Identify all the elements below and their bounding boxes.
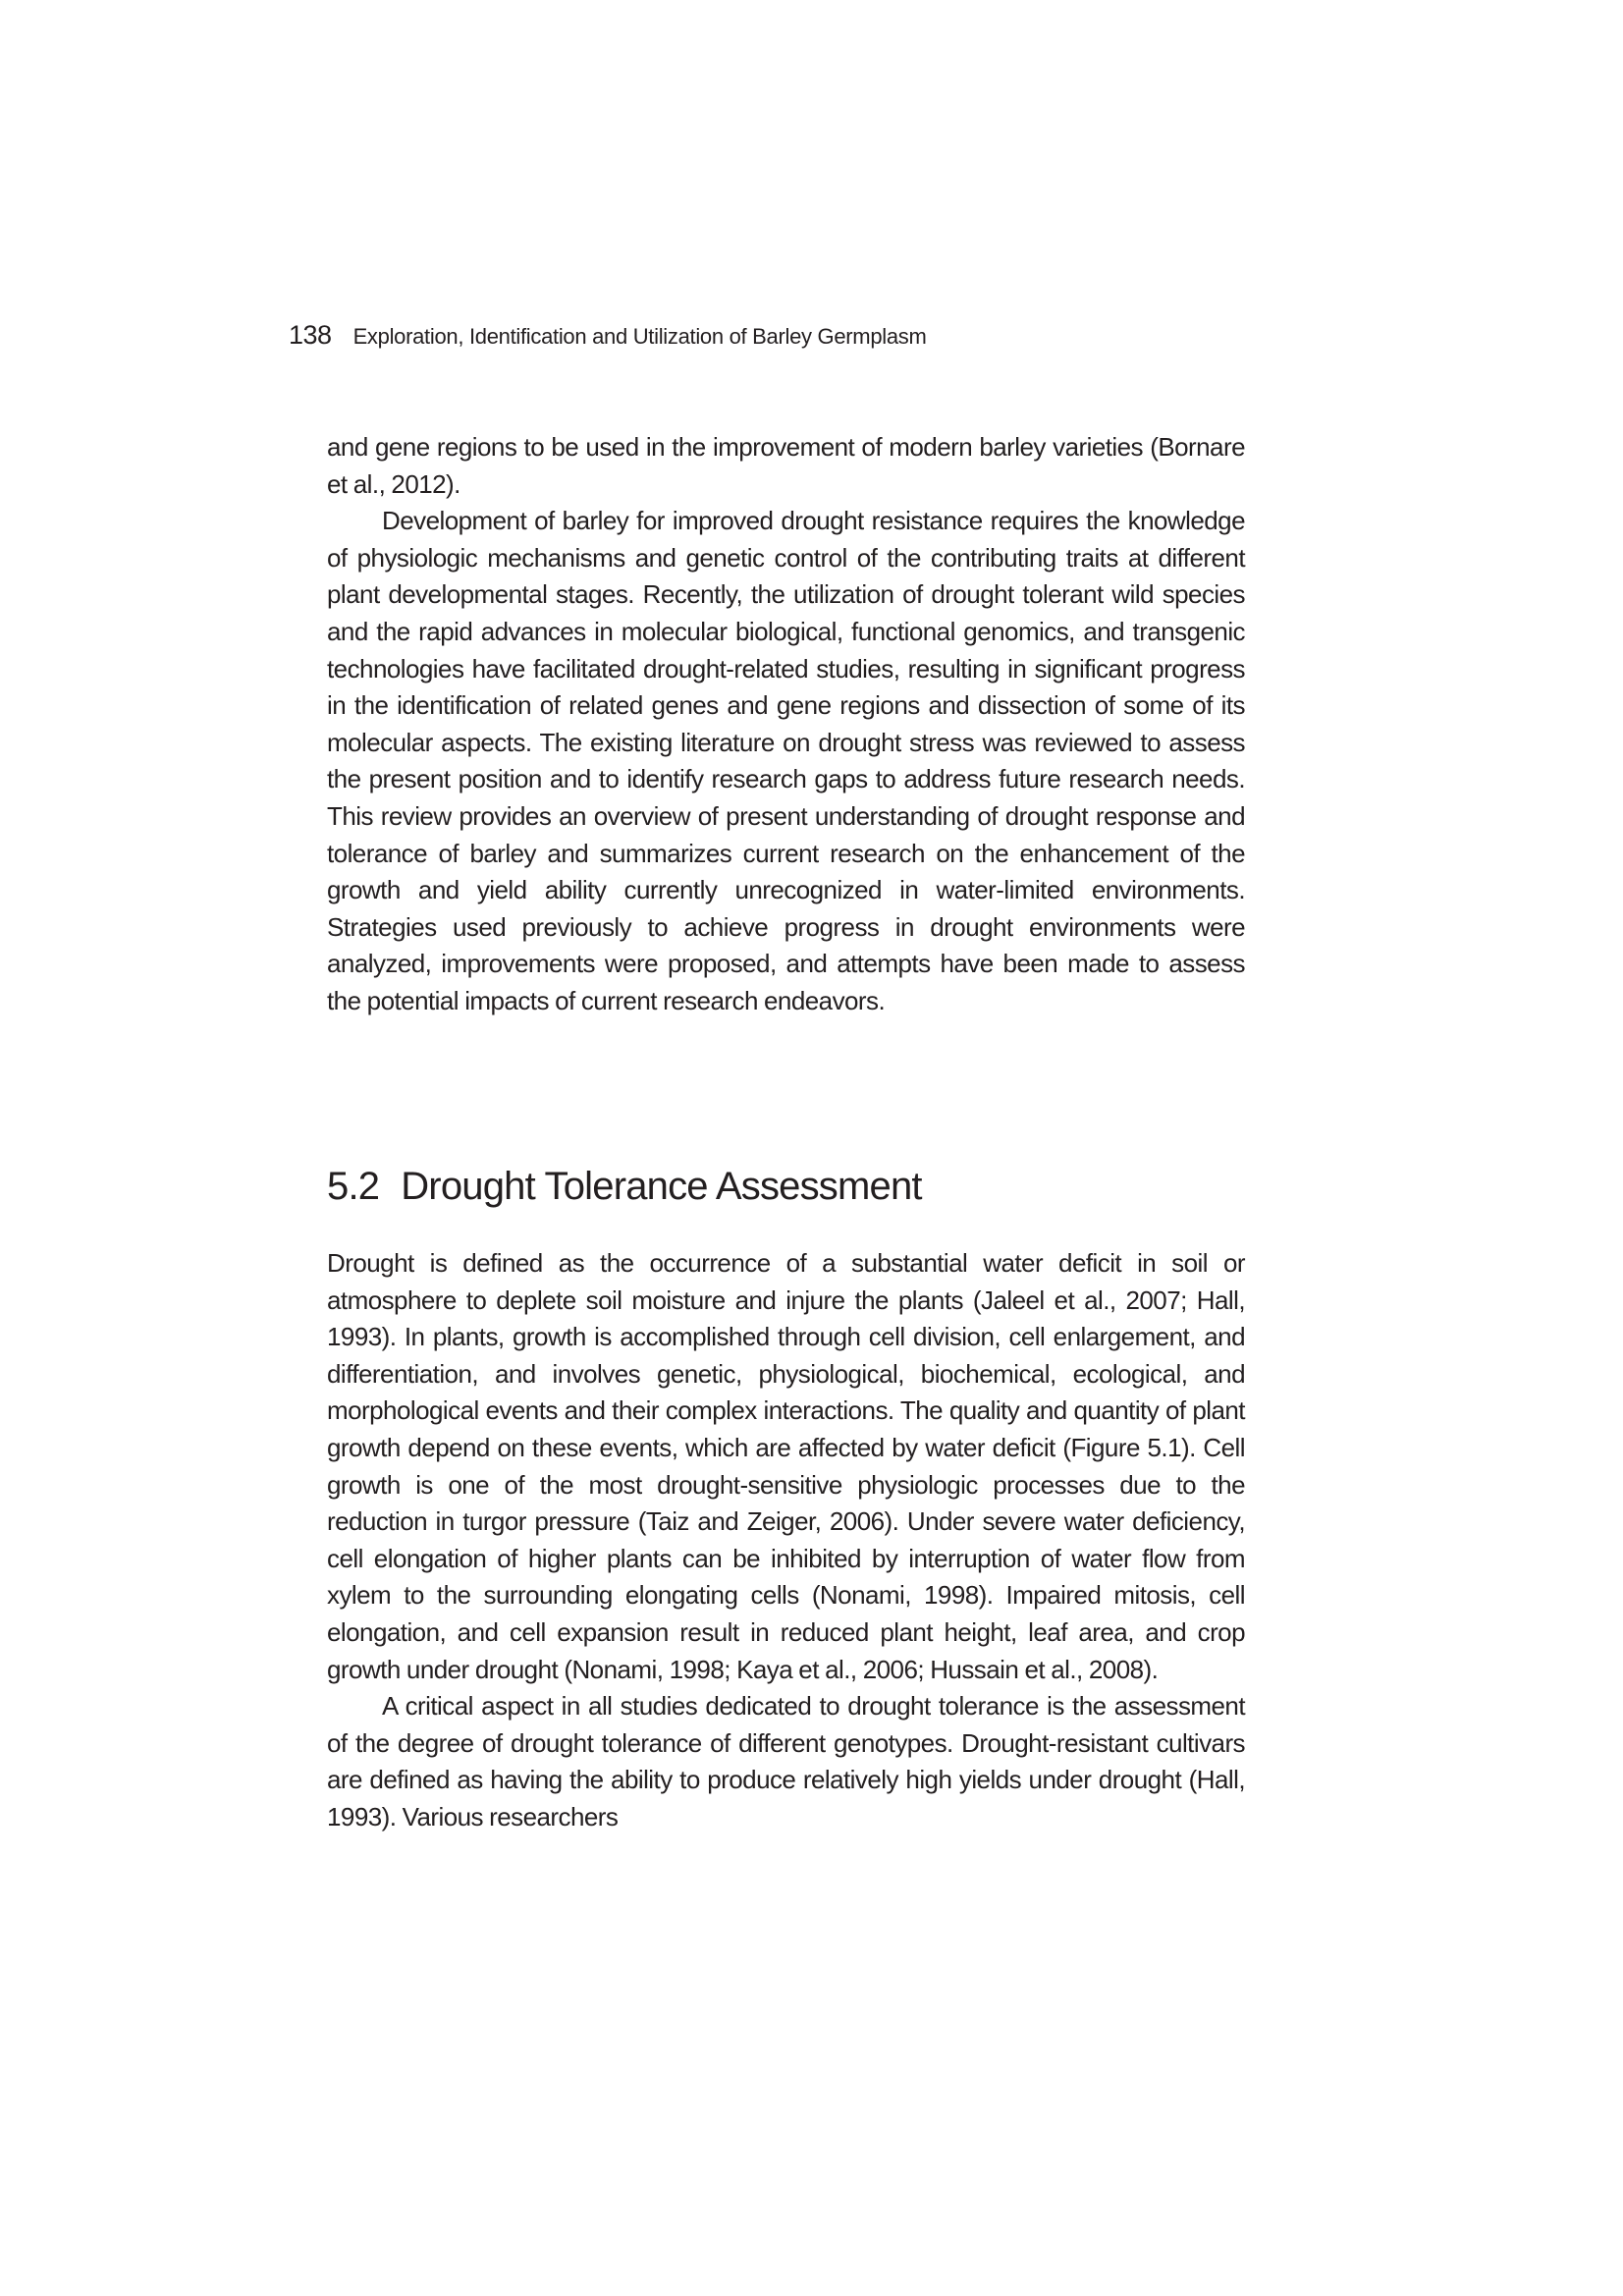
page-number: 138 — [289, 320, 332, 350]
running-title: Exploration, Identification and Utilization of Barley Germplasm — [352, 324, 927, 349]
paragraph: Drought is defined as the occurrence of a substantial water deficit in soil or atmosphere to deplete soil moisture and injure the plants (Jaleel et al., 2007; Hall, 1993). In plants, growth is accomplished through cell division, cell enlargement, and differentiation, and involves genetic, physiological, biochemical, ecological, and morphological events and their complex interactions. The quality and quantity of plant growth depend on these events, which are affected by water deficit (Figure 5.1). Cell growth is one of the most drought-sensitive physiologic processes due to the reduction in turgor pressure (Taiz and Zeiger, 2006). Under severe water deficiency, cell elongation of higher plants can be inhibited by interruption of water flow from xylem to the surrounding elongating cells (Nonami, 1998). Impaired mitosis, cell elongation, and cell expansion result in reduced plant height, leaf area, and crop growth under drought (Nonami, 1998; Kaya et al., 2006; Hussain et al., 2008). — [327, 1248, 1245, 1684]
paragraph: Development of barley for improved drought resistance requires the knowledge of physiologic mechanisms and genetic control of the contributing traits at different plant developmental stages. Recently, the utilization of drought tolerant wild species and the rapid advances in molecular biological, functional genomics, and transgenic technologies have facilitated drought-related studies, resulting in significant progress in the identification of related genes and gene regions and dissection of some of its molecular aspects. The existing literature on drought stress was reviewed to assess the present position and to identify research gaps to address future research needs. This review provides an overview of present understanding of drought response and tolerance of barley and summarizes current research on the enhancement of the growth and yield ability currently unrecognized in water-limited environments. Strategies used previously to achieve progress in drought environments were analyzed, improvements were proposed, and attempts have been made to assess the potential impacts of current research endeavors. — [327, 506, 1245, 1015]
section-heading — [327, 1165, 922, 1209]
section-title: Drought Tolerance Assessment — [401, 1165, 922, 1208]
body-text-section — [327, 1245, 1245, 1836]
running-head — [289, 320, 927, 354]
paragraph: A critical aspect in all studies dedicated to drought tolerance is the assessment of the degree of drought tolerance of different genotypes. Drought-resistant cultivars are defined as having the ability to produce relatively high yields under drought (Hall, 1993). Various researchers — [327, 1691, 1245, 1831]
section-number: 5.2 — [327, 1165, 380, 1208]
body-text-before-section — [327, 429, 1245, 1020]
paragraph: and gene regions to be used in the improvement of modern barley varieties (Bornare et al., 2012). — [327, 432, 1245, 499]
